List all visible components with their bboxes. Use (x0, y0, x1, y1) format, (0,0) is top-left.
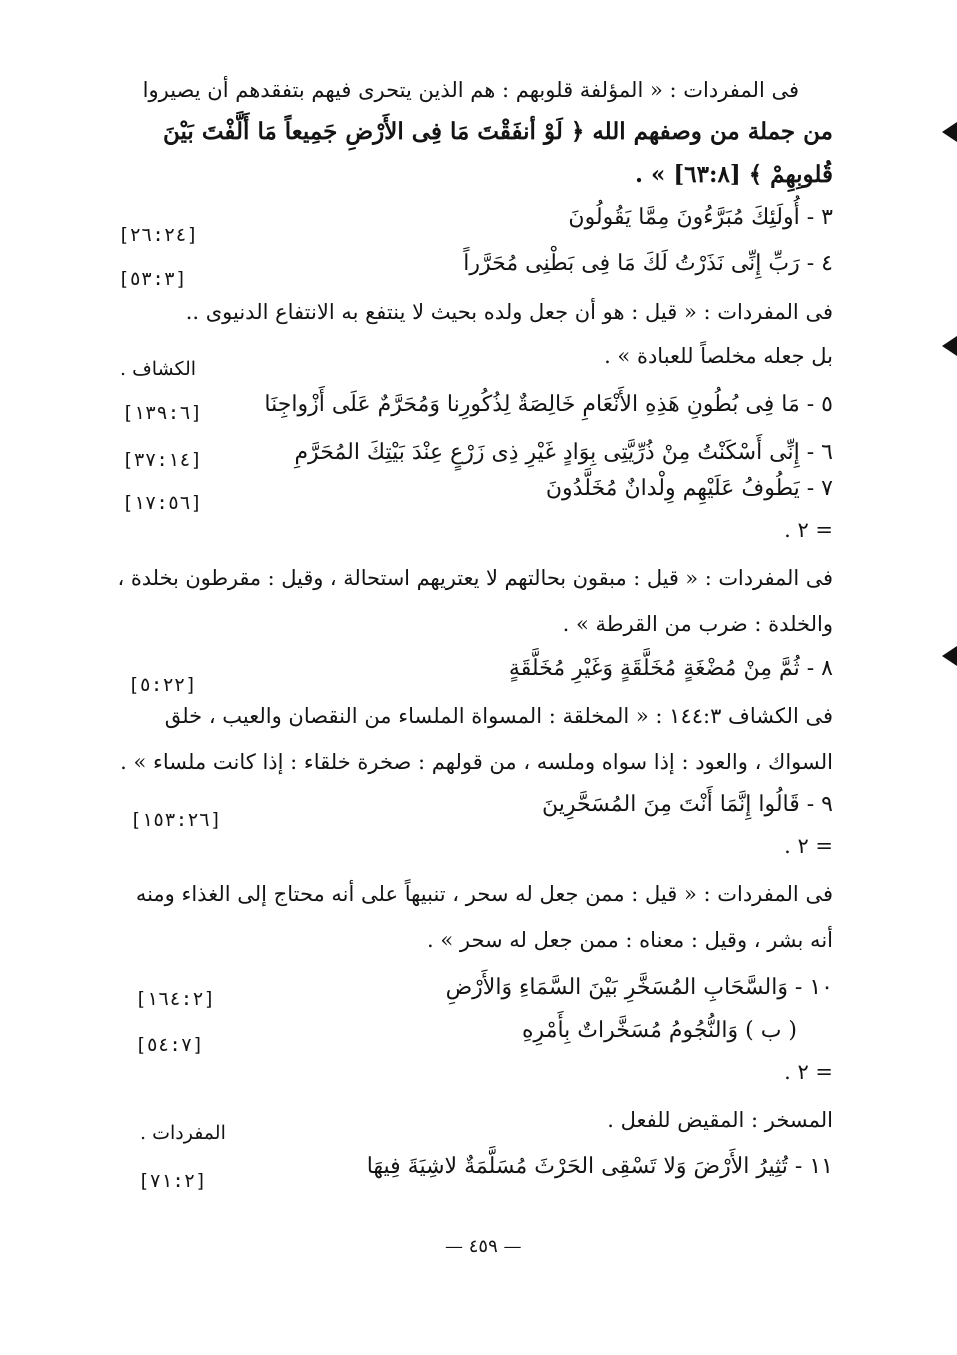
page-number: — ٤٥٩ — (445, 1236, 522, 1257)
text-line: السواك ، والعود : إذا سواه وملسه ، من قولهم : صخرة خلقاء : إذا كانت ملساء » . (120, 750, 833, 774)
text-line: المسخر : المقيض للفعل . (607, 1108, 833, 1132)
verse-reference: [١٣٩:٦] (122, 402, 203, 424)
verse-line: ٦ - إِنِّى أَسْكَنْتُ مِنْ ذُرِّيَّتِى بِوَادٍ غَيْرِ ذِى زَرْعٍ عِنْدَ بَيْتِكَ المُحَرَّمِ (294, 440, 833, 465)
verse-line: ٩ - قَالُوا إِنَّمَا أَنْتَ مِنَ المُسَحَّرِينَ (541, 792, 833, 817)
verse-reference: [٥:٢٢] (128, 674, 197, 696)
verse-reference: [٣٧:١٤] (122, 449, 203, 471)
verse-reference: [١٥٣:٢٦] (130, 809, 222, 831)
text-line: فى المفردات : « قيل : ممن جعل له سحر ، تنبيهاً على أنه محتاج إلى الغذاء ومنه (135, 882, 833, 906)
verse-line: ٣ - أُولَئِكَ مُبَرَّءُونَ مِمَّا يَقُولُونَ (568, 205, 833, 230)
text-line: فى المفردات : « قيل : هو أن جعل ولده بحيث لا ينتفع به الانتفاع الدنيوى .. (185, 300, 833, 324)
margin-marker-icon (942, 336, 957, 356)
verse-line: ٧ - يَطُوفُ عَلَيْهِم وِلْدانٌ مُخَلَّدُونَ (545, 476, 833, 501)
verse-line: ( ب ) وَالنُّجُومُ مُسَخَّراتٌ بِأَمْرِهِ (522, 1018, 797, 1043)
text-line: = ٢ . (784, 1060, 833, 1084)
text-line: فى المفردات : « قيل : مبقون بحالتهم لا يعتريهم استحالة ، وقيل : مقرطون بخلدة ، (117, 566, 833, 590)
source-note: المفردات . (140, 1122, 226, 1144)
text-line: = ٢ . (784, 518, 833, 542)
text-line: بل جعله مخلصاً للعبادة » . (604, 344, 833, 368)
text-line: قُلوبِهِمْ ﴾ [٦٣:٨] » . (634, 161, 833, 188)
verse-line: ٨ - ثُمَّ مِنْ مُضْغَةٍ مُخَلَّقَةٍ وَغَيْرِ مُخَلَّقَةٍ (508, 656, 833, 681)
text-line: = ٢ . (784, 834, 833, 858)
text-line: فى الكشاف ١٤٤:٣ : « المخلقة : المسواة الملساء من النقصان والعيب ، خلق (164, 704, 833, 728)
text-line: أنه بشر ، وقيل : معناه : ممن جعل له سحر » . (427, 928, 833, 952)
margin-marker-icon (942, 646, 957, 666)
verse-reference: [٥٤:٧] (135, 1034, 204, 1056)
verse-reference: [١٧:٥٦] (122, 492, 203, 514)
verse-line: ٥ - مَا فِى بُطُونِ هَذِهِ الأَنْعَامِ خَالِصَةٌ لِذُكُورِنا وَمُحَرَّمٌ عَلَى أَزْواجِنَا (264, 392, 833, 417)
margin-marker-icon (942, 122, 957, 142)
verse-reference: [٢٦:٢٤] (118, 224, 199, 246)
verse-line: ١١ - تُثِيرُ الأَرْضَ وَلا تَسْقِى الحَرْثَ مُسَلَّمَةٌ لاشِيَةَ فِيهَا (366, 1154, 833, 1179)
verse-reference: [١٦٤:٢] (135, 988, 216, 1010)
verse-reference: [٧١:٢] (138, 1170, 207, 1192)
text-line: والخلدة : ضرب من القرطة » . (562, 612, 833, 636)
verse-reference: [٥٣:٣] (118, 268, 187, 290)
text-line: من جملة من وصفهم الله ﴿ لَوْ أنفَقْتَ مَا فِى الأَرْضِ جَمِيعاً مَا أَلَّفْتَ بَيْنَ (162, 118, 833, 145)
verse-line: ٤ - رَبِّ إِنِّى نَذَرْتُ لَكَ مَا فِى بَطْنِى مُحَرَّراً (463, 251, 833, 276)
verse-line: ١٠ - وَالسَّحَابِ المُسَخَّرِ بَيْنَ السَّمَاءِ وَالأَرْضِ (445, 975, 833, 1000)
source-note: الكشاف . (120, 358, 197, 380)
text-line: فى المفردات : « المؤلفة قلوبهم : هم الذين يتحرى فيهم بتفقدهم أن يصيروا (142, 78, 799, 102)
